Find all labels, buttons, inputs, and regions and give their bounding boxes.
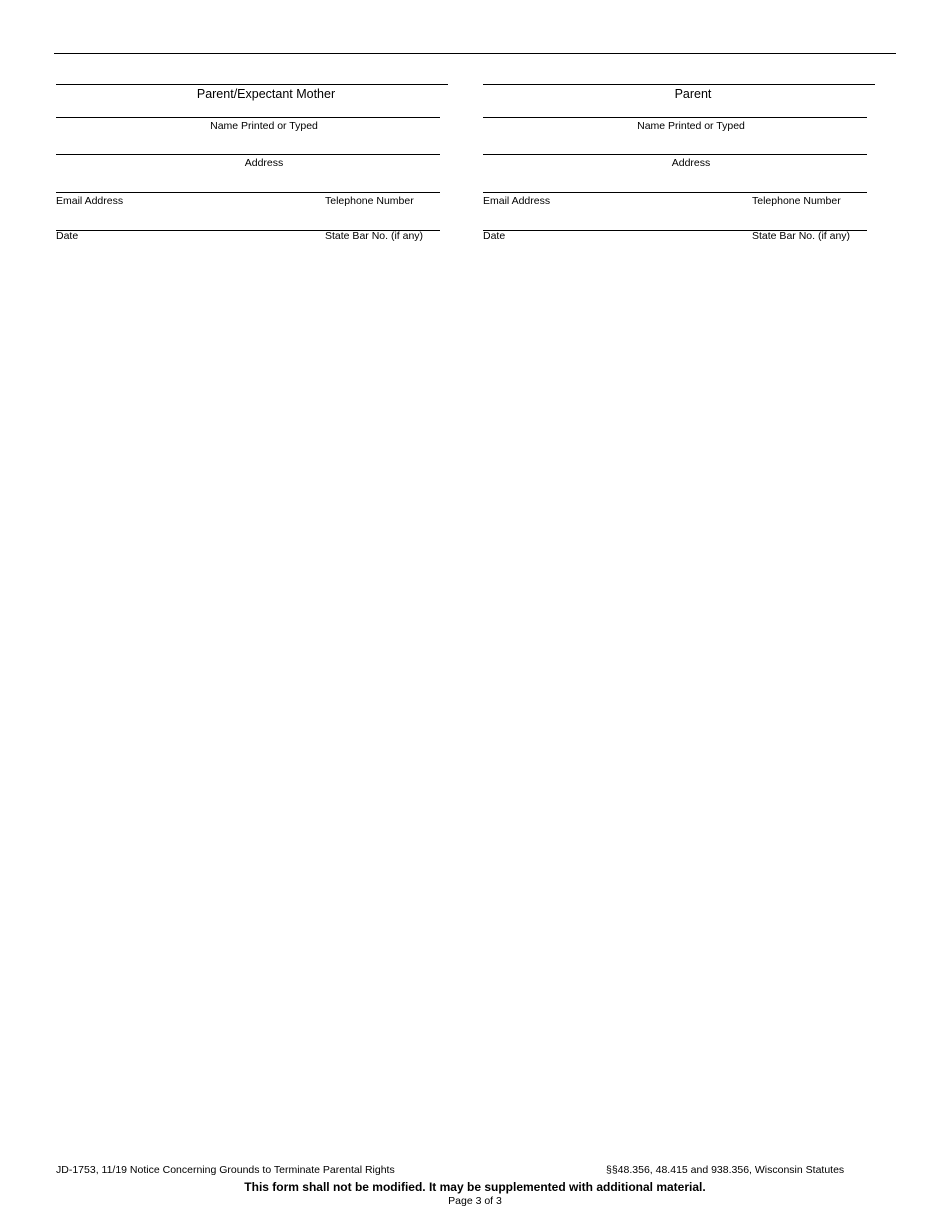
email-label: Email Address — [56, 195, 124, 207]
email-phone-line[interactable] — [56, 192, 440, 193]
date-label: Date — [483, 230, 506, 242]
email-phone-line[interactable] — [483, 192, 867, 193]
page-number: Page 3 of 3 — [448, 1195, 502, 1207]
statutes: §§48.356, 48.415 and 938.356, Wisconsin Statutes — [606, 1164, 845, 1176]
address-label: Address — [244, 157, 284, 169]
name-line[interactable] — [483, 117, 867, 118]
date-label: Date — [56, 230, 79, 242]
email-label: Email Address — [483, 195, 551, 207]
telephone-label: Telephone Number — [752, 195, 841, 207]
state-bar-label: State Bar No. (if any) — [325, 230, 424, 242]
top-rule — [54, 53, 896, 54]
signature-line[interactable] — [483, 84, 875, 85]
name-label: Name Printed or Typed — [210, 120, 318, 132]
address-line[interactable] — [56, 154, 440, 155]
form-id: JD-1753, 11/19 Notice Concerning Grounds to Terminate Parental Rights — [56, 1164, 395, 1176]
modification-notice: This form shall not be modified. It may be supplemented with additional material. — [244, 1180, 706, 1194]
name-line[interactable] — [56, 117, 440, 118]
name-label: Name Printed or Typed — [637, 120, 745, 132]
telephone-label: Telephone Number — [325, 195, 414, 207]
signer-label: Parent/Expectant Mother — [196, 87, 336, 101]
signer-label: Parent — [674, 87, 712, 101]
address-line[interactable] — [483, 154, 867, 155]
signature-line[interactable] — [56, 84, 448, 85]
address-label: Address — [671, 157, 711, 169]
state-bar-label: State Bar No. (if any) — [752, 230, 851, 242]
